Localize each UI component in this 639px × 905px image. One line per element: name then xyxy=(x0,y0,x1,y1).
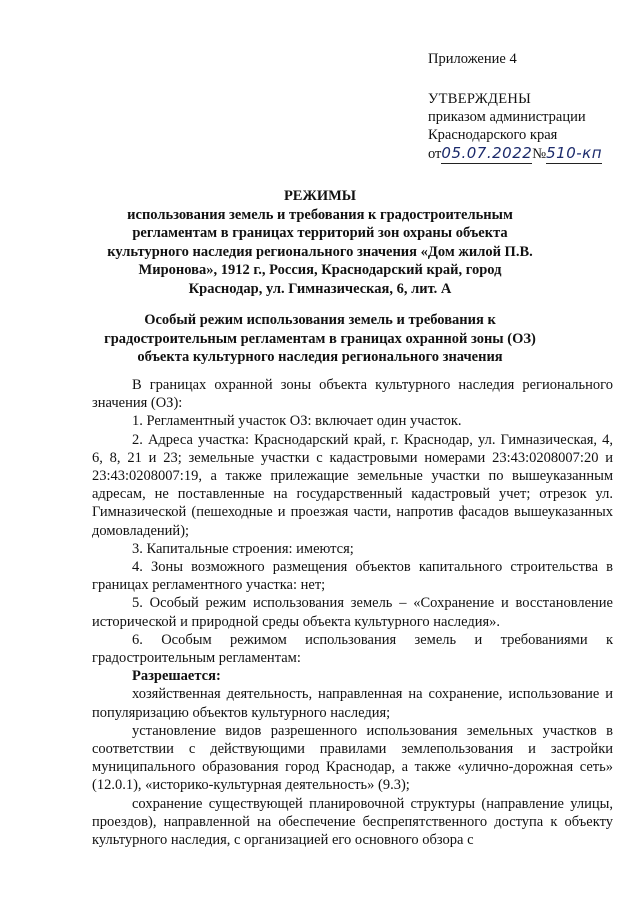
paragraph: сохранение существующей планировочной структуры (направление улицы, проездов), направленной на обеспечение беспрепятственного доступа к объекту культурного наследия, с организацией его основного обзора с xyxy=(92,795,613,849)
approved-label: УТВЕРЖДЕНЫ xyxy=(428,91,532,107)
document-title xyxy=(100,187,540,298)
date-prefix: от xyxy=(428,146,442,162)
handwritten-date: 05.07.2022 xyxy=(441,144,533,162)
region-label: Краснодарского края xyxy=(428,127,558,143)
title-heading: РЕЖИМЫ xyxy=(283,188,357,204)
paragraph: 2. Адреса участка: Краснодарский край, г. Краснодар, ул. Гимназическая, 4, 6, 8, 21 и 23; земельные участки с кадастровыми номерами 23:43:0208007:20 и 23:43:0208007:19, а также прилежащие земельные участки по вышеуказанным адресам, не поставленные на государственный кадастровый учет; отрезок ул. Гимназической (пешеходные и проезжая части, напротив фасадов вышеуказанных домовладений); xyxy=(92,431,613,539)
paragraph: 3. Капитальные строения: имеются; xyxy=(132,540,354,557)
paragraph: В границах охранной зоны объекта культурного наследия регионального значения (ОЗ): xyxy=(92,377,613,412)
title-description: использования земель и требования к градостроительным регламентам в границах территорий зон охраны объекта культурного наследия регионального значения «Дом жилой П.В. Миронова», 1912 г., Россия, Краснодарский край, город Краснодар, ул. Гимназическая, 6, лит. А xyxy=(107,206,533,297)
date-number-line xyxy=(428,144,628,166)
paragraph: установление видов разрешенного использования земельных участков в соответствии с действующими правилами землепользования и застройки муниципального образования город Краснодар, а также «улично-дорожная сеть» (12.0.1), «историко-культурная деятельность» (9.3); xyxy=(92,722,613,794)
paragraph: 6. Особым режимом использования земель и требованиями к градостроительным регламентам: xyxy=(92,631,613,667)
approval-block xyxy=(428,90,628,166)
paragraph: 5. Особый режим использования земель – «Сохранение и восстановление исторической и природной среды объекта культурного наследия». xyxy=(92,595,613,630)
section-subtitle: Особый режим использования земель и требования к градостроительным регламентам в границах охранной зоны (ОЗ) объекта культурного наследия регионального значения xyxy=(104,312,536,365)
paragraph: 1. Регламентный участок ОЗ: включает один участок. xyxy=(132,413,462,430)
handwritten-number: 510-кп xyxy=(546,144,603,162)
document-body xyxy=(92,376,613,849)
appendix-label: Приложение 4 xyxy=(428,51,517,67)
permitted-heading: Разрешается: xyxy=(132,668,221,685)
by-order-label: приказом администрации xyxy=(428,109,586,125)
number-prefix: № xyxy=(532,146,547,162)
paragraph: хозяйственная деятельность, направленная на сохранение, использование и популяризацию объектов культурного наследия; xyxy=(92,686,613,721)
paragraph: 4. Зоны возможного размещения объектов капитального строительства в границах регламентного участка: нет; xyxy=(92,559,613,594)
